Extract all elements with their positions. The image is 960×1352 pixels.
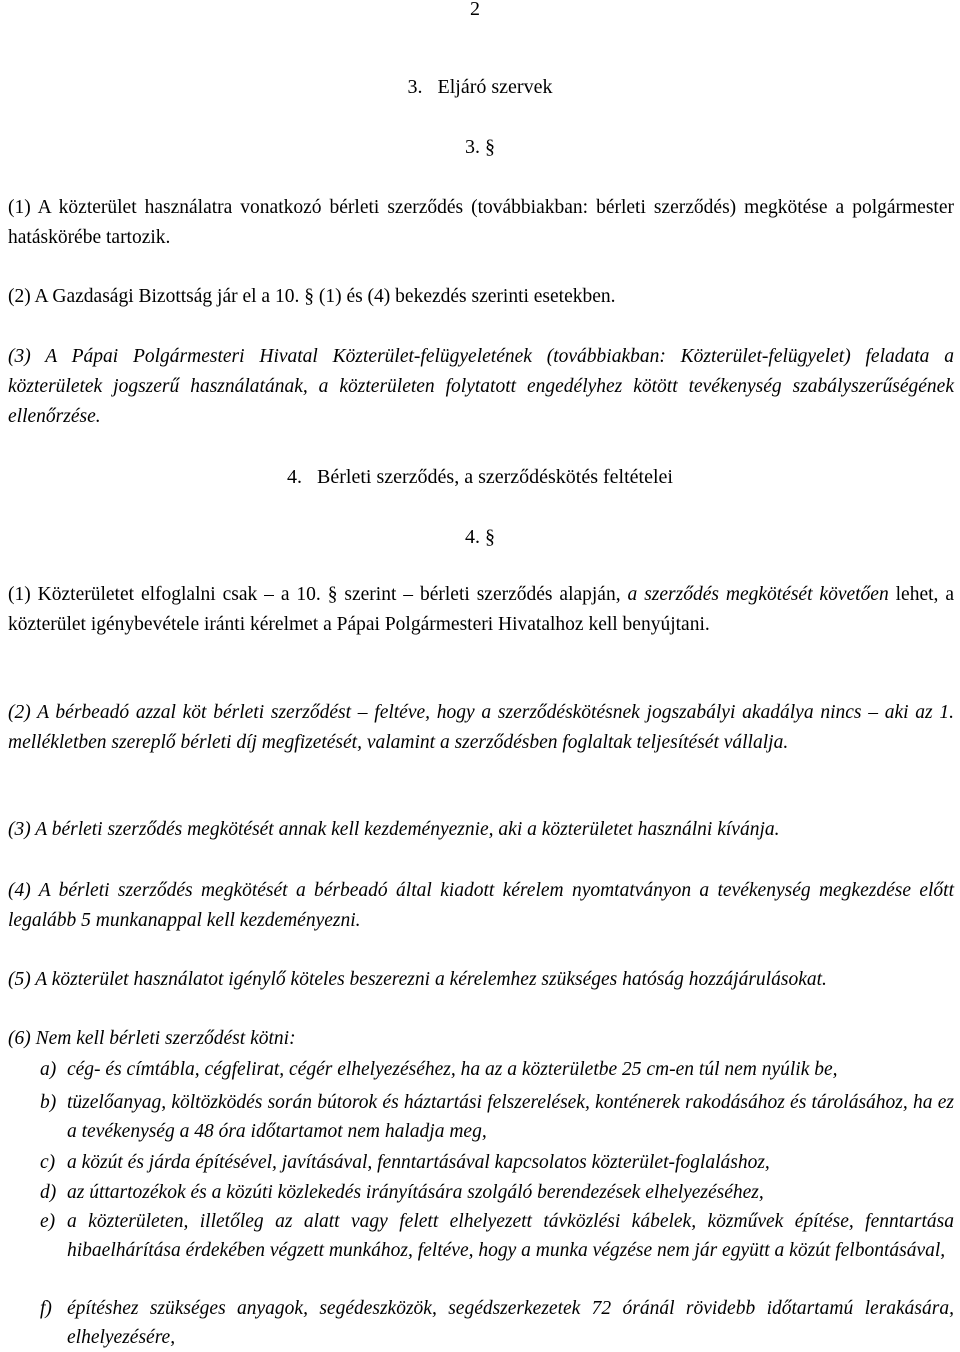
list-text: cég- és címtábla, cégfelirat, cégér elhelyezéséhez, ha az a közterületbe 25 cm-en túl nem nyúlik be,: [67, 1059, 838, 1080]
section3-paragraph-2: (2) A Gazdasági Bizottság jár el a 10. § (1) és (4) bekezdés szerinti esetekben.: [8, 286, 616, 307]
paragraph-heading-3: 3. §: [465, 136, 495, 158]
list-item: [8, 1148, 954, 1177]
list-letter: d): [40, 1182, 57, 1203]
section4-paragraph-4: (4) A bérleti szerződés megkötését a bérbeadó által kiadott kérelem nyomtatványon a tevékenység megkezdése előtt legalább 5 munkanappal kell kezdeményezni.: [8, 880, 954, 931]
list-text: építéshez szükséges anyagok, segédeszközök, segédszerkezetek 72 óránál rövidebb időtartamú lerakására, elhelyezésére,: [67, 1298, 954, 1348]
section4-paragraph-5: (5) A közterület használatot igénylő köteles beszerezni a kérelemhez szükséges hatóság hozzájárulásokat.: [8, 969, 827, 990]
section3-paragraph-3: (3) A Pápai Polgármesteri Hivatal Közterület-felügyeletének (továbbiakban: Közterület-felügyelet) feladata a közterületek jogszerű használatának, a közterületen folytatott engedélyhez kötött tevékenység szabályszerűségének ellenőrzése.: [8, 346, 954, 427]
paragraph-heading-4: 4. §: [465, 526, 495, 548]
chapter-heading-3: 3. Eljáró szervek: [407, 76, 553, 98]
list-letter: b): [40, 1092, 57, 1113]
list-item: [8, 1088, 954, 1146]
section4-paragraph-6-intro: (6) Nem kell bérleti szerződést kötni:: [8, 1028, 296, 1049]
list-text: a közút és járda építésével, javításával, fenntartásával kapcsolatos közterület-foglaláshoz,: [67, 1152, 770, 1173]
page-number: 2: [470, 0, 480, 20]
list-item: [8, 1178, 954, 1207]
list-letter: a): [40, 1059, 57, 1080]
chapter-heading-4: 4. Bérleti szerződés, a szerződéskötés feltételei: [287, 466, 673, 488]
section3-paragraph-1: (1) A közterület használatra vonatkozó bérleti szerződés (továbbiakban: bérleti szerződés) megkötése a polgármester hatáskörébe tartozik.: [8, 197, 954, 248]
list-text: az úttartozékok és a közúti közlekedés irányítására szolgáló berendezések elhelyezéséhez,: [67, 1182, 764, 1203]
list-text: a közterületen, illetőleg az alatt vagy felett elhelyezett távközlési kábelek, közművek építése, fenntartása hibaelhárítása érdekében végzett munkához, feltéve, hogy a munka végzése nem jár együtt a közút felbontásával,: [67, 1211, 954, 1261]
section4-p1-italic: a szerződés megkötését követően: [627, 584, 889, 605]
list-letter: c): [40, 1152, 56, 1173]
list-letter: f): [40, 1298, 52, 1319]
list-item: [8, 1207, 954, 1265]
section4-paragraph-2: (2) A bérbeadó azzal köt bérleti szerződést – feltéve, hogy a szerződéskötésnek jogszabályi akadálya nincs – aki az 1. mellékletben szereplő bérleti díj megfizetését, valamint a szerződésben foglaltak teljesítését vállalja.: [8, 702, 954, 753]
list-letter: e): [40, 1211, 56, 1232]
list-item: [8, 1294, 954, 1352]
section4-p1-part-b: lehet, a közterület igénybevétele iránti kérelmet a Pápai Polgármesteri Hivatalhoz kell benyújtani.: [8, 584, 954, 635]
list-text: tüzelőanyag, költözködés során bútorok és háztartási felszerelések, konténerek rakodásához és tárolásához, ha ez a tevékenység a 48 óra időtartamot nem haladja meg,: [67, 1092, 954, 1142]
list-item: [8, 1055, 954, 1084]
section4-paragraph-1: [8, 580, 954, 640]
section4-paragraph-3: (3) A bérleti szerződés megkötését annak kell kezdeményeznie, aki a közterületet használni kívánja.: [8, 819, 780, 840]
section4-p1-part-a: (1) Közterületet elfoglalni csak – a 10. § szerint – bérleti szerződés alapján,: [8, 584, 628, 605]
